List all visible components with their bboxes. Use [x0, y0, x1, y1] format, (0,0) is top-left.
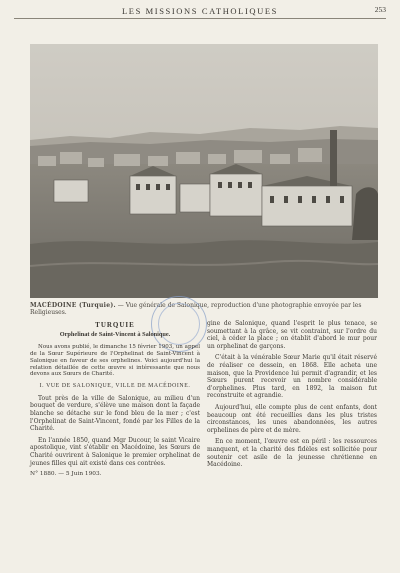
- caption-text: — Vue générale de Salonique, reproduction d'une photographie envoyée par les Religieuses.: [30, 302, 362, 316]
- body-paragraph: En ce moment, l'œuvre est en péril : les ressources manquent, et la charité des fidèles est sollicitée pour soutenir cet asile de la jeunesse chrétienne en Macédoine.: [207, 438, 377, 469]
- caption-lead: MACÉDOINE (Turquie).: [30, 302, 116, 309]
- page-number: 253: [374, 5, 386, 14]
- city-photograph: [30, 44, 378, 298]
- body-paragraph: gine de Salonique, quand l'esprit le plus tenace, se soumettant à la grâce, se vit contraint, sur l'ordre du ciel, à céder la place ; on établit d'abord le mur pour un orphelinat de garçons.: [207, 320, 377, 350]
- running-header: [14, 4, 386, 18]
- photo-illustration: [30, 44, 378, 298]
- body-paragraph: Tout près de la ville de Salonique, au milieu d'un bouquet de verdure, s'élève une maison dont la façade blanche se détache sur le fond bleu de la mer ; c'est l'Orphelinat de Saint-Vincent, fondé par les Filles de la Charité.: [30, 394, 200, 433]
- section-title: TURQUIE: [95, 321, 135, 329]
- right-column: [207, 320, 377, 473]
- journal-title: LES MISSIONS CATHOLIQUES: [122, 6, 278, 16]
- header-rule: [14, 18, 386, 19]
- chapter-heading: I. VUE DE SALONIQUE, VILLE DE MACÉDOINE.: [39, 383, 191, 390]
- body-paragraph: Aujourd'hui, elle compte plus de cent enfants, dont beaucoup ont été recueillies dans les plus tristes circonstances, les unes abandonnées, les autres orphelines de père et de mère.: [207, 403, 377, 434]
- intro-paragraph: Nous avons publié, le dimanche 15 février 1903, un appel de la Sœur Supérieure de l'Orphelinat de Saint-Vincent à Salonique en faveur de ses orphelines. Voici aujourd'hui la relation détaillée de cette œuvre si intéressante que nous devons aux Sœurs de Charité.: [30, 344, 200, 378]
- left-column: [30, 322, 200, 483]
- section-subtitle: Orphelinat de Saint-Vincent à Salonique.: [59, 330, 171, 338]
- body-paragraph: C'était à la vénérable Sœur Marie qu'il était réservé de réaliser ce dessein, en 1868. Elle acheta une maison, que la Providence lui permit d'agrandir, et les Sœurs purent recevoir un nombre considérable d'orphelines. Plus tard, en 1892, la maison fut reconstruite et agrandie.: [207, 354, 377, 400]
- body-paragraph: En l'année 1850, quand Mgr Ducour, le saint Vicaire apostolique, vint s'établir en Macédoine, les Sœurs de Charité ouvrirent à Salonique le premier orphelinat de jeunes filles qui ait existé dans ces contrées.: [30, 436, 200, 467]
- issue-footer: N° 1880. — 5 Juin 1903.: [30, 471, 102, 478]
